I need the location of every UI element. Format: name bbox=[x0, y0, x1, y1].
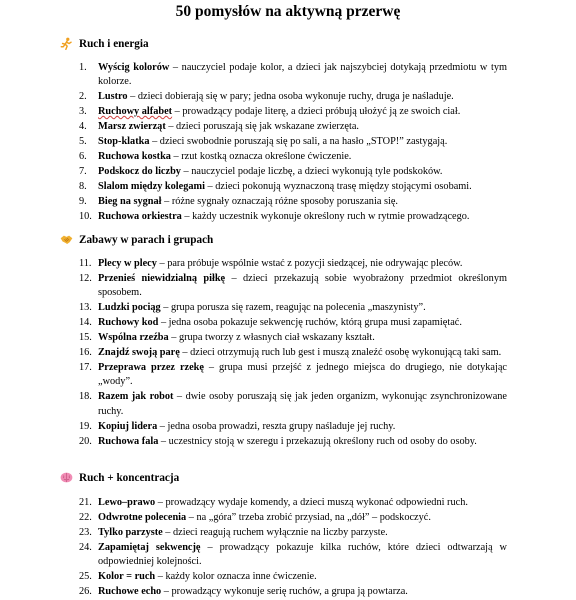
section-heading-text: Zabawy w parach i grupach bbox=[79, 233, 214, 246]
list-item: 16. Znajdź swoją parę – dzieci otrzymują ruch lub gest i muszą znaleźć osobę wykonującą taki sam. bbox=[79, 347, 502, 359]
list-item: 21. Lewo–prawo – prowadzący wydaje komendy, a dzieci muszą wykonać odpowiedni ruch. bbox=[79, 497, 468, 508]
list-item: 25. Kolor = ruch – każdy kolor oznacza inne ćwiczenie. bbox=[79, 571, 317, 583]
list-item: 13. Ludzki pociąg – grupa porusza się razem, reagując na polecenia „maszynisty”. bbox=[79, 302, 426, 314]
list-item: 24. Zapamiętaj sekwencję – prowadzący pokazuje kilka ruchów, które dzieci odtwarzają w odpowiedniej kolejności. bbox=[79, 542, 507, 568]
list-item: 19. Kopiuj lidera – jedna osoba prowadzi, reszta grupy naśladuje jej ruchy. bbox=[79, 420, 396, 432]
list-item: 18. Razem jak robot – dwie osoby poruszają się jak jeden organizm, wykonując zsynchronizowane ruchy. bbox=[79, 391, 507, 417]
list-item: 14. Ruchowy kod – jedna osoba pokazuje sekwencję ruchów, którą grupa musi zapamiętać. bbox=[79, 317, 462, 329]
section-heading-text: Ruch i energia bbox=[79, 37, 149, 50]
list-item: 5. Stop-klatka – dzieci swobodnie poruszają się po sali, a na hasło „STOP!” zastygają. bbox=[79, 136, 448, 148]
list-item: 11. Plecy w plecy – para próbuje wspólnie wstać z pozycji siedzącej, nie odrywając pleców. bbox=[79, 258, 463, 269]
list-item: 7. Podskocz do liczby – nauczyciel podaje liczbę, a dzieci wykonują tyle podskoków. bbox=[79, 166, 443, 178]
list-item: 12. Przenieś niewidzialną piłkę – dzieci przekazują sobie wyobrażony przedmiot określonym sposobem. bbox=[79, 273, 507, 299]
list-item: 8. Slalom między kolegami – dzieci pokonują wyznaczoną trasę między stojącymi osobami. bbox=[79, 181, 472, 193]
list-item: 9. Bieg na sygnał – różne sygnały oznaczają różne sposoby poruszania się. bbox=[79, 196, 398, 208]
list-item: 2. Lustro – dzieci dobierają się w pary; jedna osoba wykonuje ruchy, druga je naśladuje. bbox=[79, 91, 454, 103]
handshake-icon bbox=[60, 233, 73, 246]
section-heading-text: Ruch + koncentracja bbox=[79, 471, 180, 484]
section-heading-zabawy-w-parach bbox=[60, 233, 213, 246]
list-item: 20. Ruchowa fala – uczestnicy stoją w szeregu i przekazują określony ruch od osoby do osoby. bbox=[79, 435, 477, 447]
list-item: 3. Ruchowy alfabet – prowadzący podaje literę, a dzieci próbują ułożyć ją ze swoich ciał. bbox=[79, 106, 461, 118]
list-item: 23. Tylko parzyste – dzieci reagują ruchem wyłącznie na liczby parzyste. bbox=[79, 527, 388, 538]
list-ruch-i-energia bbox=[79, 61, 507, 224]
list-item: 4. Marsz zwierząt – dzieci poruszają się jak wskazane zwierzęta. bbox=[79, 121, 360, 133]
section-heading-ruch-i-energia bbox=[60, 37, 149, 50]
brain-icon bbox=[60, 471, 73, 484]
list-item: 6. Ruchowa kostka – rzut kostką oznacza określone ćwiczenie. bbox=[79, 151, 352, 163]
list-item: 26. Ruchowe echo – prowadzący wykonuje serię ruchów, a grupa ją powtarza. bbox=[79, 586, 408, 598]
list-item: 10. Ruchowa orkiestra – każdy uczestnik wykonuje określony ruch w rytmie prowadzącego. bbox=[79, 211, 470, 223]
list-zabawy-w-parach bbox=[79, 257, 507, 449]
page-title: 50 pomysłów na aktywną przerwę bbox=[175, 3, 401, 20]
list-item: 15. Wspólna rzeźba – grupa tworzy z własnych ciał wskazany kształt. bbox=[79, 332, 375, 344]
list-ruch-koncentracja bbox=[79, 496, 507, 599]
list-item: 22. Odwrotne polecenia – na „góra” trzeba zrobić przysiad, na „dół” – podskoczyć. bbox=[79, 512, 431, 523]
section-heading-ruch-koncentracja bbox=[60, 471, 179, 484]
running-person-icon bbox=[60, 37, 73, 50]
list-item: 1. Wyścig kolorów – nauczyciel podaje kolor, a dzieci jak najszybciej dotykają przedmiotu w tym kolorze. bbox=[79, 62, 507, 88]
list-item: 17. Przeprawa przez rzekę – grupa musi przejść z jednego miejsca do drugiego, nie dotykając „wody”. bbox=[79, 362, 507, 388]
